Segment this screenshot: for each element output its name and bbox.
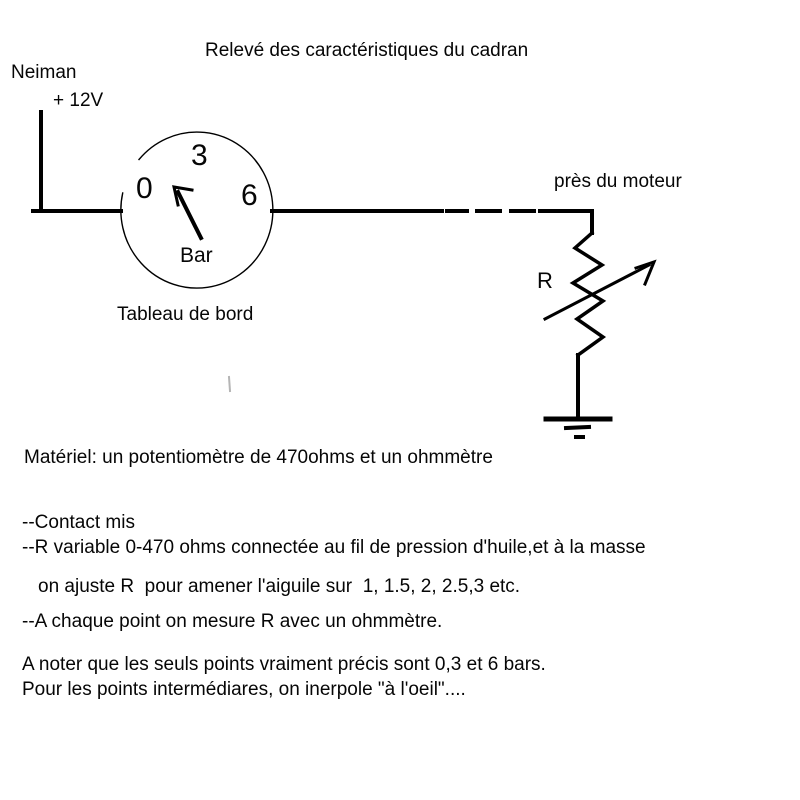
ground-bar-2 [566,427,589,428]
neiman-label: Neiman [11,62,77,83]
gauge-scale-max: 6 [241,179,258,212]
step-contact: --Contact mis [22,512,135,533]
step-r-variable: --R variable 0-470 ohms connectée au fil de pression d'huile,et à la masse [22,537,646,558]
stray-mark [229,377,230,391]
gauge-scale-mid: 3 [191,139,208,172]
materiel-note: Matériel: un potentiomètre de 470ohms et un ohmmètre [24,447,493,468]
gauge-needle-icon [178,192,201,238]
near-engine-label: près du moteur [554,171,682,192]
supply-voltage-label: + 12V [53,90,104,111]
remark-interpolation: Pour les points intermédiares, on inerpole "à l'oeil".... [22,679,466,700]
resistor-label: R [537,268,553,293]
potentiometer-arrowhead [636,262,654,284]
step-mesure: --A chaque point on mesure R avec un ohmmètre. [22,611,443,632]
potentiometer-arrow-icon [545,265,649,319]
page-title: Relevé des caractéristiques du cadran [205,40,529,61]
resistor-zigzag-icon [573,233,603,355]
dashboard-caption: Tableau de bord [117,304,254,325]
remark-points-precis: A noter que les seuls points vraiment précis sont 0,3 et 6 bars. [22,654,546,675]
step-ajuste: on ajuste R pour amener l'aiguile sur 1, 1.5, 2, 2.5,3 etc. [38,576,521,597]
gauge-scale-min: 0 [136,172,153,205]
gauge-unit-label: Bar [180,244,213,267]
